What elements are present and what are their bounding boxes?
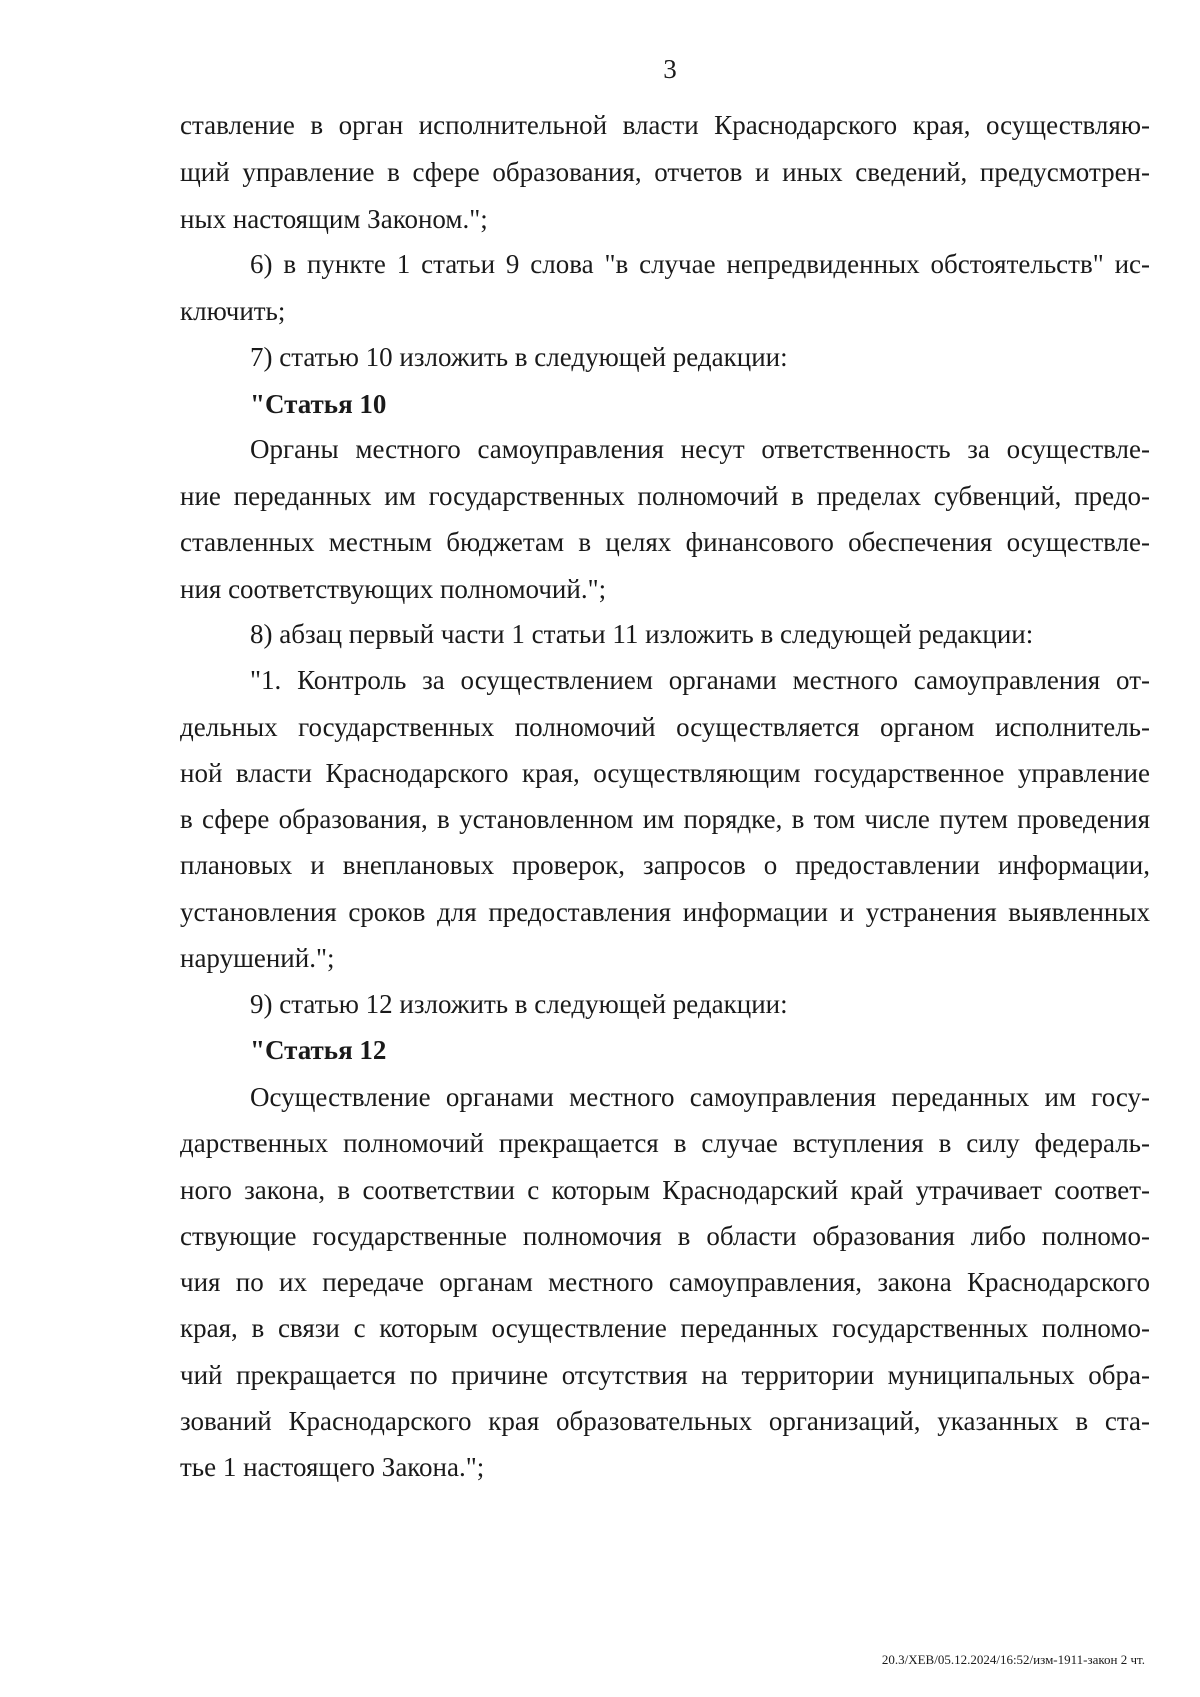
article-heading: "Статья 12: [250, 1035, 387, 1065]
text-line: плановых и внеплановых проверок, запросов о предоставлении информации,: [180, 850, 1150, 880]
text-line: дарственных полномочий прекращается в случае вступления в силу федераль-: [180, 1128, 1150, 1158]
text-line: ной власти Краснодарского края, осуществляющим государственное управление: [180, 758, 1150, 788]
text-line: Органы местного самоуправления несут ответственность за осуществле-: [250, 434, 1150, 464]
text-line: тье 1 настоящего Закона.";: [180, 1452, 485, 1482]
text-line: дельных государственных полномочий осуществляется органом исполнитель-: [180, 712, 1150, 742]
text-line: ствующие государственные полномочия в области образования либо полномо-: [180, 1221, 1150, 1251]
text-line: ключить;: [180, 296, 286, 326]
text-line: Осуществление органами местного самоуправления переданных им госу-: [250, 1082, 1150, 1112]
text-line: 6) в пункте 1 статьи 9 слова "в случае непредвиденных обстоятельств" ис-: [250, 249, 1150, 279]
text-line: ных настоящим Законом.";: [180, 204, 488, 234]
text-line: 8) абзац первый части 1 статьи 11 изложить в следующей редакции:: [250, 619, 1034, 649]
text-line: в сфере образования, в установленном им порядке, в том числе путем проведения: [180, 804, 1150, 834]
text-line: ставление в орган исполнительной власти Краснодарского края, осуществляю-: [180, 110, 1150, 140]
text-line: установления сроков для предоставления информации и устранения выявленных: [180, 897, 1150, 927]
text-line: 7) статью 10 изложить в следующей редакции:: [250, 342, 788, 372]
footer-stamp: 20.3/ХЕВ/05.12.2024/16:52/изм-1911-закон 2 чт.: [881, 1652, 1145, 1667]
text-line: ного закона, в соответствии с которым Краснодарский край утрачивает соответ-: [180, 1175, 1150, 1205]
page-number: 3: [663, 54, 677, 84]
text-line: щий управление в сфере образования, отчетов и иных сведений, предусмотрен-: [180, 157, 1150, 187]
text-line: ние переданных им государственных полномочий в пределах субвенций, предо-: [180, 481, 1150, 511]
text-line: ния соответствующих полномочий.";: [180, 574, 607, 604]
article-heading: "Статья 10: [250, 389, 387, 419]
text-line: края, в связи с которым осуществление переданных государственных полномо-: [180, 1313, 1150, 1343]
text-line: "1. Контроль за осуществлением органами местного самоуправления от-: [250, 665, 1150, 695]
text-line: чия по их передаче органам местного самоуправления, закона Краснодарского: [180, 1267, 1150, 1297]
text-line: зований Краснодарского края образовательных организаций, указанных в ста-: [180, 1406, 1150, 1436]
text-line: 9) статью 12 изложить в следующей редакции:: [250, 989, 788, 1019]
text-line: чий прекращается по причине отсутствия на территории муниципальных обра-: [180, 1360, 1150, 1390]
text-line: нарушений.";: [180, 943, 335, 973]
text-line: ставленных местным бюджетам в целях финансового обеспечения осуществле-: [180, 527, 1150, 557]
